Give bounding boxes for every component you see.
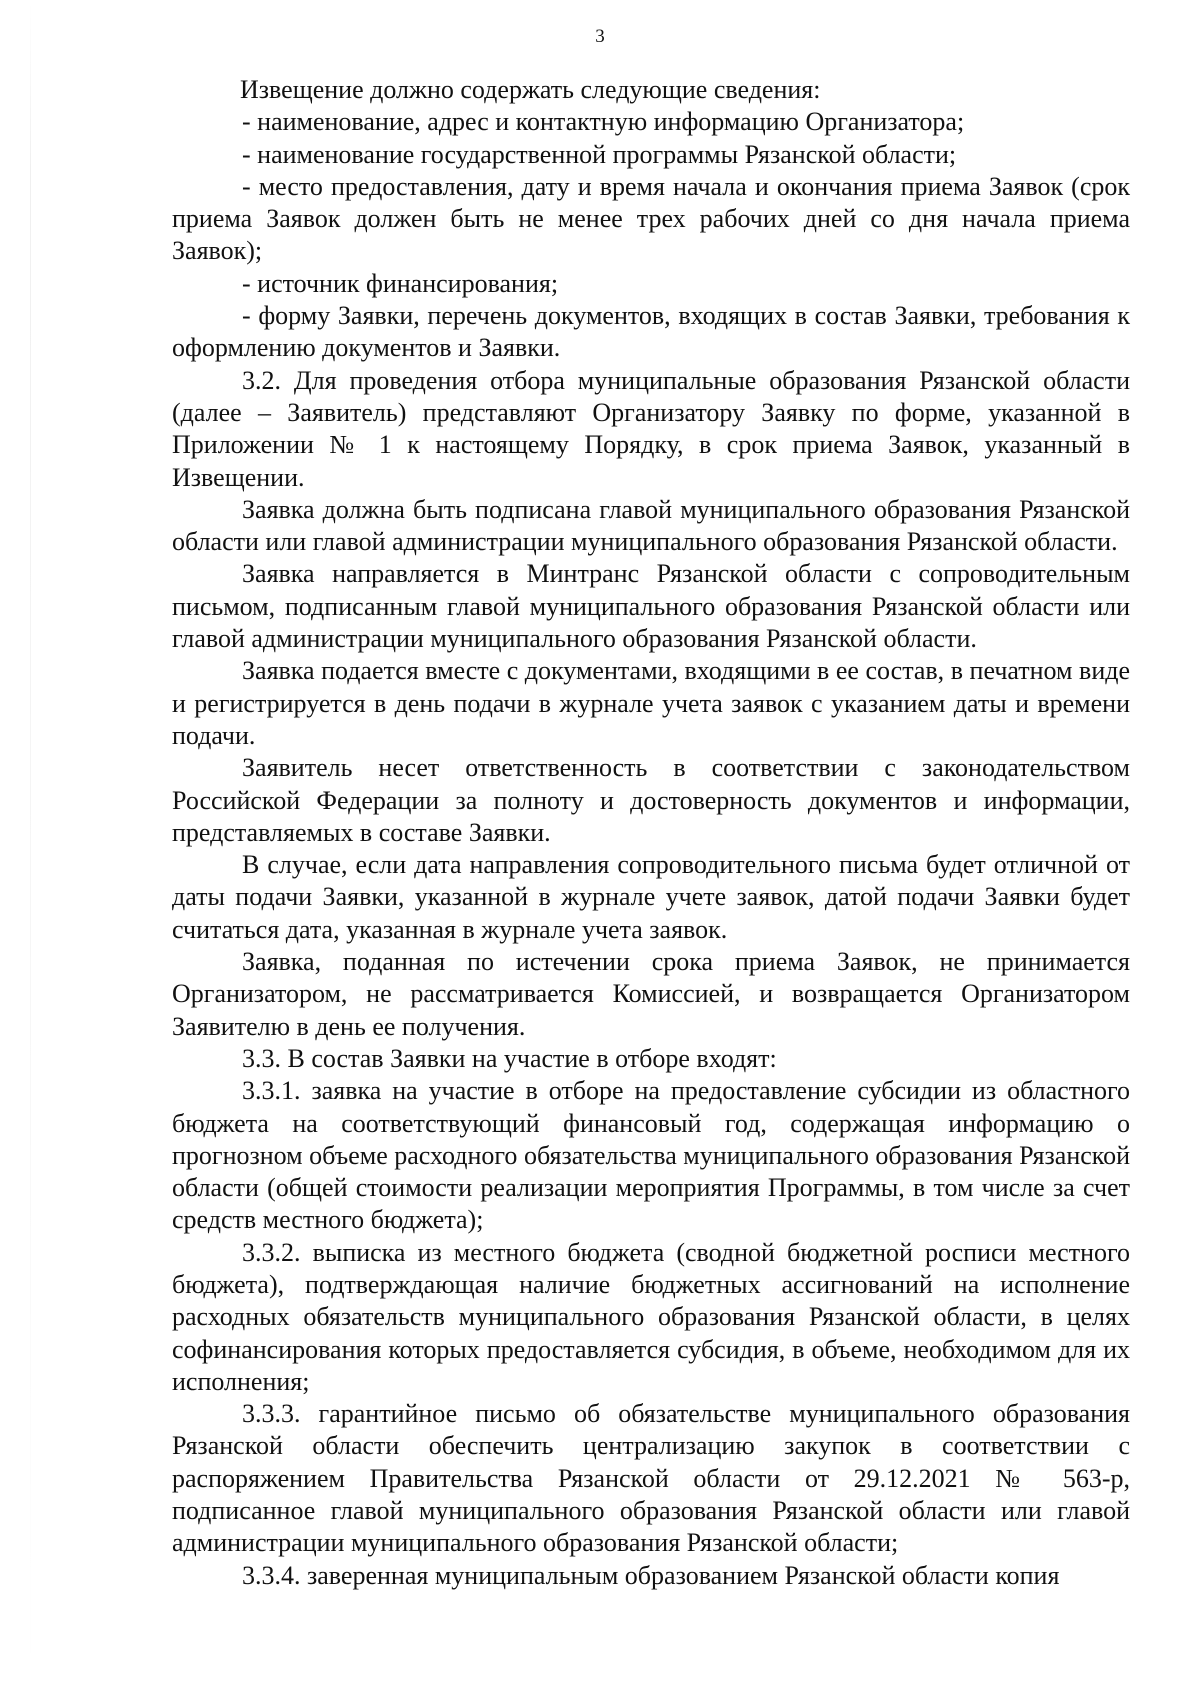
- paragraph-late-submission: Заявка, поданная по истечении срока приема Заявок, не принимается Организатором, не рассматривается Комиссией, и возвращается Организатором Заявителю в день ее получения.: [172, 947, 1130, 1041]
- paragraph-3-3-1: 3.3.1. заявка на участие в отборе на предоставление субсидии из областного бюджета на соответствующий финансовый год, содержащая информацию о прогнозном объеме расходного обязательства муниципального образования Рязанской области (общей стоимости реализации мероприятия Программы, в том числе за счет средств местного бюджета);: [172, 1076, 1130, 1235]
- scan-edge-shadow: [30, 0, 31, 1696]
- list-item-funding-source: - источник финансирования;: [242, 268, 559, 298]
- list-item-application-form: - форму Заявки, перечень документов, входящих в состав Заявки, требования к оформлению документов и Заявки.: [172, 301, 1130, 363]
- paragraph-submission-letter: Заявка направляется в Минтранс Рязанской области с сопроводительным письмом, подписанным главой муниципального образования Рязанской области или главой администрации муниципального образования Рязанской области.: [172, 559, 1130, 654]
- paragraph-3-2: 3.2. Для проведения отбора муниципальные образования Рязанской области (далее – Заявитель) представляют Организатору Заявку по форме, указанной в Приложении № 1 к настоящему Порядку, в срок приема Заявок, указанный в Извещении.: [172, 365, 1130, 492]
- paragraph-3-3-3: 3.3.3. гарантийное письмо об обязательстве муниципального образования Рязанской области обеспечить централизацию закупок в соответствии с распоряжением Правительства Рязанской области от 29.12.2021 № 563-р, подписанное главой муниципального образования Рязанской области или главой администрации муниципального образования Рязанской области;: [172, 1399, 1130, 1558]
- document-body: [172, 74, 1130, 1592]
- paragraph-responsibility: Заявитель несет ответственность в соответствии с законодательством Российской Федерации за полноту и достоверность документов и информации, представляемых в составе Заявки.: [172, 753, 1130, 847]
- list-item-program-name: - наименование государственной программы Рязанской области;: [242, 139, 957, 169]
- list-item-organizer-info: - наименование, адрес и контактную информацию Организатора;: [242, 107, 965, 137]
- page-number: 3: [595, 26, 605, 47]
- paragraph-registration: Заявка подается вместе с документами, входящими в ее состав, в печатном виде и регистрируется в день подачи в журнале учета заявок с указанием даты и времени подачи.: [172, 656, 1130, 750]
- paragraph-signature-requirement: Заявка должна быть подписана главой муниципального образования Рязанской области или главой администрации муниципального образования Рязанской области.: [172, 494, 1130, 557]
- paragraph-3-3-4: 3.3.4. заверенная муниципальным образованием Рязанской области копия: [242, 1560, 1060, 1590]
- list-item-place-and-dates: - место предоставления, дату и время начала и окончания приема Заявок (срок приема Заявок должен быть не менее трех рабочих дней со дня начала приема Заявок);: [172, 171, 1130, 266]
- paragraph-date-mismatch: В случае, если дата направления сопроводительного письма будет отличной от даты подачи Заявки, указанной в журнале учете заявок, датой подачи Заявки будет считаться дата, указанная в журнале учета заявок.: [172, 850, 1130, 944]
- paragraph-3-3-2: 3.3.2. выписка из местного бюджета (сводной бюджетной росписи местного бюджета), подтверждающая наличие бюджетных ассигнований на исполнение расходных обязательств муниципального образования Рязанской области, в целях софинансирования которых предоставляется субсидия, в объеме, необходимом для их исполнения;: [172, 1237, 1130, 1396]
- paragraph-notice-intro: Извещение должно содержать следующие сведения:: [240, 75, 821, 104]
- paragraph-3-3: 3.3. В состав Заявки на участие в отборе входят:: [242, 1043, 777, 1073]
